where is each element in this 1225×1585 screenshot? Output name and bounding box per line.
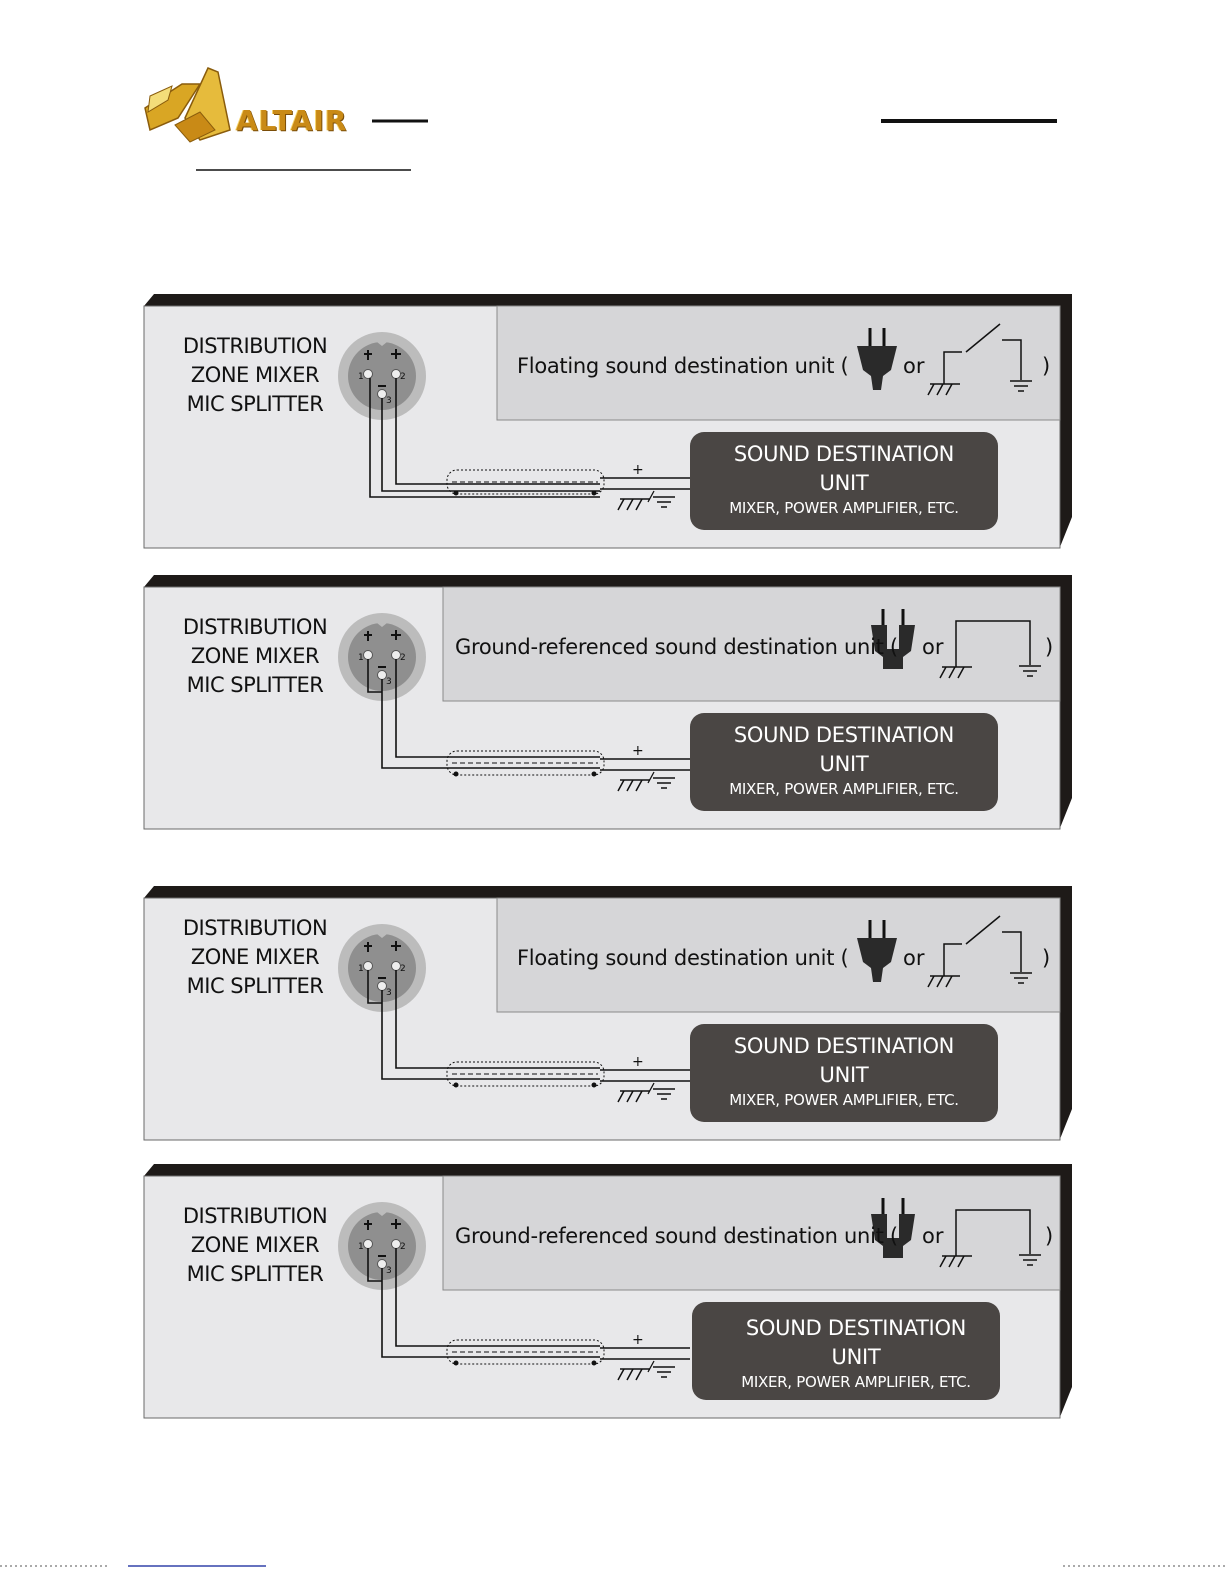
source-line-2: ZONE MIXER	[190, 1233, 320, 1257]
xlr-pin-number: 1	[358, 372, 364, 382]
wiring-panel-1	[0, 292, 1225, 562]
xlr-pin-number: 3	[386, 1266, 392, 1276]
junction-dot	[592, 772, 597, 777]
xlr-pin-number: 1	[358, 1242, 364, 1252]
xlr-pin-number: 3	[386, 396, 392, 406]
source-label	[160, 332, 350, 419]
or-label: or	[922, 1224, 944, 1248]
close-paren: )	[1042, 354, 1051, 378]
plus-sign: +	[632, 462, 644, 478]
junction-dot	[592, 491, 597, 496]
unit-subtitle: MIXER, POWER AMPLIFIER, ETC.	[729, 499, 959, 517]
source-line-1: DISTRIBUTION	[182, 1204, 328, 1228]
sound-destination-unit	[702, 1314, 1010, 1392]
destination-type-label: Ground-referenced sound destination unit (	[455, 1224, 898, 1248]
source-line-2: ZONE MIXER	[190, 363, 320, 387]
unit-title-line-2: UNIT	[819, 471, 869, 495]
unit-subtitle: MIXER, POWER AMPLIFIER, ETC.	[741, 1373, 971, 1391]
xlr-pin	[364, 370, 373, 379]
source-line-2: ZONE MIXER	[190, 945, 320, 969]
xlr-pin	[364, 651, 373, 660]
source-line-2: ZONE MIXER	[190, 644, 320, 668]
xlr-pin	[364, 962, 373, 971]
source-line-3: MIC SPLITTER	[186, 392, 324, 416]
destination-type-label: Floating sound destination unit (	[517, 946, 849, 970]
close-paren: )	[1042, 946, 1051, 970]
or-label: or	[903, 354, 925, 378]
source-label	[160, 914, 350, 1001]
xlr-pin	[364, 1240, 373, 1249]
sound-destination-unit	[690, 721, 998, 799]
destination-type-label: Ground-referenced sound destination unit (	[455, 635, 898, 659]
junction-dot	[454, 1361, 459, 1366]
source-line-3: MIC SPLITTER	[186, 1262, 324, 1286]
unit-title-line-1: SOUND DESTINATION	[745, 1316, 967, 1340]
footer-rules	[0, 1565, 1225, 1585]
wiring-panel-2	[0, 573, 1225, 843]
unit-title-line-1: SOUND DESTINATION	[733, 723, 955, 747]
source-line-1: DISTRIBUTION	[182, 615, 328, 639]
junction-dot	[454, 772, 459, 777]
page-header	[0, 0, 1225, 200]
unit-title-line-2: UNIT	[819, 1063, 869, 1087]
xlr-pin-number: 2	[400, 372, 406, 382]
or-label: or	[903, 946, 925, 970]
wiring-panel-3	[0, 884, 1225, 1154]
xlr-pin-number: 2	[400, 964, 406, 974]
junction-dot	[454, 1083, 459, 1088]
source-line-3: MIC SPLITTER	[186, 974, 324, 998]
plus-sign: +	[632, 743, 644, 759]
unit-title-line-1: SOUND DESTINATION	[733, 442, 955, 466]
xlr-pin-number: 3	[386, 677, 392, 687]
close-paren: )	[1045, 635, 1054, 659]
sound-destination-unit	[690, 1032, 998, 1110]
unit-subtitle: MIXER, POWER AMPLIFIER, ETC.	[729, 1091, 959, 1109]
source-label	[160, 613, 350, 700]
or-label: or	[922, 635, 944, 659]
source-line-1: DISTRIBUTION	[182, 334, 328, 358]
close-paren: )	[1045, 1224, 1054, 1248]
unit-title-line-2: UNIT	[819, 752, 869, 776]
sound-destination-unit	[690, 440, 998, 518]
junction-dot	[454, 491, 459, 496]
xlr-pin-number: 2	[400, 653, 406, 663]
plus-sign: +	[632, 1332, 644, 1348]
destination-type-label: Floating sound destination unit (	[517, 354, 849, 378]
xlr-pin-number: 2	[400, 1242, 406, 1252]
xlr-pin-number: 3	[386, 988, 392, 998]
plus-sign: +	[632, 1054, 644, 1070]
source-label	[160, 1202, 350, 1289]
junction-dot	[592, 1083, 597, 1088]
unit-title-line-1: SOUND DESTINATION	[733, 1034, 955, 1058]
unit-title-line-2: UNIT	[831, 1345, 881, 1369]
logo-wordmark: ALTAIR	[236, 104, 348, 137]
header-graphics	[0, 0, 1225, 200]
xlr-pin-number: 1	[358, 653, 364, 663]
junction-dot	[592, 1361, 597, 1366]
altair-logo-icon	[145, 68, 230, 142]
unit-subtitle: MIXER, POWER AMPLIFIER, ETC.	[729, 780, 959, 798]
wiring-panel-4	[0, 1162, 1225, 1432]
xlr-pin-number: 1	[358, 964, 364, 974]
source-line-3: MIC SPLITTER	[186, 673, 324, 697]
source-line-1: DISTRIBUTION	[182, 916, 328, 940]
